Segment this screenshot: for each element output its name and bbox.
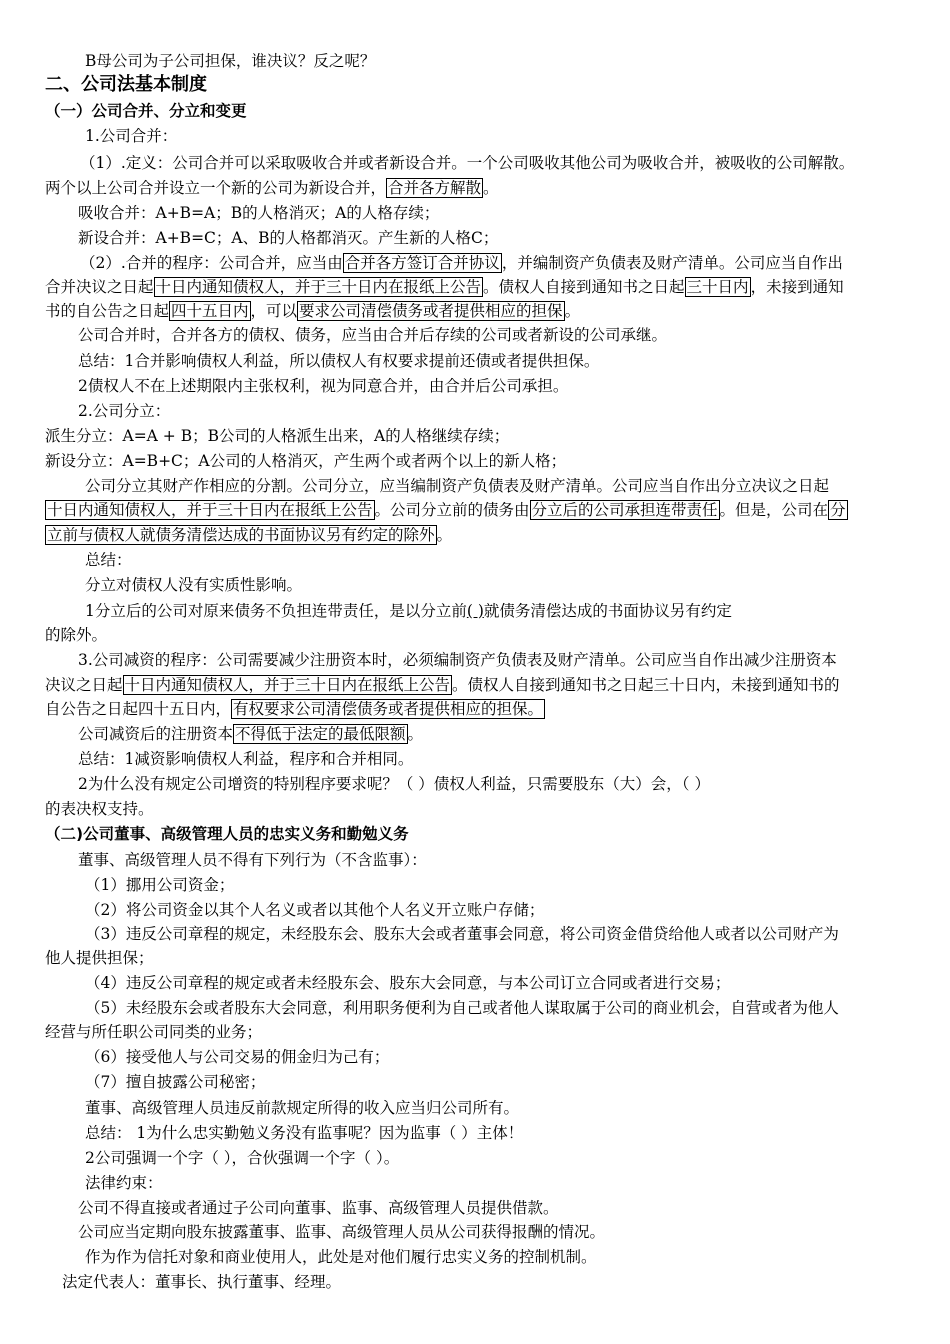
text-segment: 1.公司合并：	[85, 127, 178, 145]
text-segment: 2公司强调一个字（ ），合伙强调一个字（ ）。	[85, 1149, 400, 1167]
text-line	[85, 50, 375, 72]
text-segment: 分立对债权人没有实质性影响。	[85, 576, 303, 594]
text-segment: 董事、高级管理人员不得有下列行为（不含监事）：	[78, 851, 427, 869]
boxed-emphasis: 分立后的公司承担连带责任	[531, 501, 718, 519]
text-segment: 。	[564, 302, 581, 320]
text-line	[45, 698, 545, 720]
text-segment: 公司应当定期向股东披露董事、监事、高级管理人员从公司获得报酬的情况。	[78, 1223, 606, 1241]
text-line	[80, 252, 843, 274]
text-line	[78, 350, 599, 372]
text-segment: 董事、高级管理人员违反前款规定所得的收入应当归公司所有。	[85, 1099, 520, 1117]
text-line	[78, 202, 439, 224]
text-line	[45, 674, 840, 696]
text-line	[45, 499, 848, 521]
text-line	[78, 748, 413, 770]
text-segment: 3.公司减资的程序：公司需要减少注册资本时，必须编制资产负债表及财产清单。公司应当自作出减少注册资本	[78, 651, 837, 669]
text-segment: （一）公司合并、分立和变更	[45, 102, 247, 120]
text-line	[45, 300, 580, 322]
text-segment: （二)公司董事、高级管理人员的忠实义务和勤勉义务	[45, 825, 409, 843]
text-line	[85, 600, 732, 622]
text-line	[45, 177, 499, 199]
text-segment: 合并决议之日起	[45, 278, 154, 296]
text-line	[78, 400, 170, 422]
text-line	[85, 1122, 523, 1144]
text-segment: 就债务清偿达成的书面协议另有约定	[483, 602, 732, 620]
text-segment: （2）.合并的程序：公司合并，应当由	[80, 254, 343, 272]
boxed-emphasis: 要求公司清偿债务或者提供相应的担保	[299, 302, 563, 320]
text-segment: 总结：	[85, 551, 132, 569]
text-segment: 新设分立：A=B+C；A公司的人格消灭，产生两个或者两个以上的新人格；	[45, 452, 567, 470]
text-line	[85, 1246, 597, 1268]
text-line	[78, 375, 568, 397]
text-line	[85, 1046, 389, 1068]
text-line	[85, 874, 234, 896]
text-line	[85, 549, 132, 571]
text-segment: （6）接受他人与公司交易的佣金归为己有；	[85, 1048, 390, 1066]
text-segment: （3）违反公司章程的规定，未经股东会、股东大会或者董事会同意，将公司资金借贷给他人或者以公司财产为	[85, 925, 839, 943]
text-line	[45, 450, 566, 472]
text-segment: 法律约束：	[85, 1174, 163, 1192]
text-segment: 总结： 1为什么忠实勤勉义务没有监事呢？因为监事（ ）主体！	[85, 1124, 524, 1142]
text-line	[78, 1221, 605, 1243]
text-line	[85, 1097, 519, 1119]
text-segment: ，可以	[250, 302, 298, 320]
text-segment: ，并编制资产负债表及财产清单。公司应当自作出	[501, 254, 843, 272]
text-line	[85, 574, 302, 596]
text-segment: 吸收合并：A+B=A；B的人格消灭；A的人格存续；	[78, 204, 440, 222]
text-segment: 总结：1合并影响债权人利益，所以债权人有权要求提前还债或者提供担保。	[78, 352, 600, 370]
text-segment: 新设合并：A+B=C；A、B的人格都消灭。产生新的人格C；	[78, 229, 499, 247]
text-segment: 他人提供担保；	[45, 949, 154, 967]
text-line	[45, 624, 107, 646]
text-segment: 。	[407, 725, 424, 743]
text-line	[78, 324, 667, 346]
boxed-emphasis: 十日内通知债权人，并于三十日内在报纸上公告	[124, 676, 451, 694]
text-segment: 派生分立：A=A + B；B公司的人格派生出来，A的人格继续存续；	[45, 427, 510, 445]
text-segment: （1）挪用公司资金；	[85, 876, 235, 894]
text-line	[62, 1271, 341, 1293]
text-line	[85, 475, 829, 497]
text-line	[78, 1197, 559, 1219]
text-segment: 二、公司法基本制度	[45, 74, 207, 95]
subsection-heading	[45, 823, 409, 845]
text-line	[45, 524, 452, 546]
text-line	[85, 899, 544, 921]
text-line	[45, 276, 844, 298]
text-segment: 公司不得直接或者通过子公司向董事、监事、高级管理人员提供借款。	[78, 1199, 559, 1217]
text-line	[78, 773, 710, 795]
text-segment: 的表决权支持。	[45, 800, 154, 818]
text-segment: 公司减资后的注册资本	[78, 725, 234, 743]
text-line	[85, 1147, 399, 1169]
boxed-emphasis: 分	[830, 501, 846, 519]
text-line	[85, 972, 730, 994]
text-segment: （5）未经股东会或者股东大会同意，利用职务便利为自己或者他人谋取属于公司的商业机会，自营或者为他人	[85, 999, 839, 1017]
text-segment: 。债权人自接到通知书之日起	[483, 278, 685, 296]
text-segment: 自公告之日起四十五日内，	[45, 700, 232, 718]
section-heading	[45, 74, 207, 96]
boxed-emphasis: 十日内通知债权人，并于三十日内在报纸上公告	[155, 278, 482, 296]
text-line	[85, 923, 839, 945]
text-segment: ，未接到通知	[750, 278, 844, 296]
text-segment: 决议之日起	[45, 676, 123, 694]
text-line	[85, 997, 839, 1019]
text-segment: 2债权人不在上述期限内主张权利，视为同意合并，由合并后公司承担。	[78, 377, 569, 395]
boxed-emphasis: 四十五日内	[171, 302, 249, 320]
text-line	[45, 1021, 262, 1043]
text-segment: 。但是，公司在	[719, 501, 829, 519]
boxed-emphasis: 不得低于法定的最低限额	[235, 725, 406, 743]
text-segment: 2为什么没有规定公司增资的特别程序要求呢？（ ）债权人利益，只需要股东（大）会，（ ）	[78, 775, 710, 793]
text-segment: （7）擅自披露公司秘密；	[85, 1073, 266, 1091]
text-line	[45, 798, 154, 820]
text-segment: 作为作为信托对象和商业使用人，此处是对他们履行忠实义务的控制机制。	[85, 1248, 597, 1266]
text-line	[45, 947, 154, 969]
text-segment: 两个以上公司合并设立一个新的公司为新设合并，	[45, 179, 387, 197]
boxed-emphasis: 立前与债权人就债务清偿达成的书面协议另有约定的除外	[47, 526, 435, 544]
boxed-emphasis: 有权要求公司清偿债务或者提供相应的担保。	[233, 700, 544, 718]
boxed-emphasis: 三十日内	[686, 278, 749, 296]
boxed-emphasis: 十日内通知债权人，并于三十日内在报纸上公告	[47, 501, 373, 519]
text-segment: B母公司为子公司担保，谁决议？反之呢？	[85, 52, 376, 70]
text-segment: 。债权人自接到通知书之日起三十日内，未接到通知书的	[452, 676, 840, 694]
text-segment: 。	[483, 179, 499, 197]
subsection-heading	[45, 100, 247, 122]
text-segment: （2）将公司资金以其个人名义或者以其他个人名义开立账户存储；	[85, 901, 545, 919]
text-segment: 法定代表人：董事长、执行董事、经理。	[62, 1273, 342, 1291]
text-segment: 公司合并时，合并各方的债权、债务，应当由合并后存续的公司或者新设的公司承继。	[78, 326, 668, 344]
text-segment: 公司分立其财产作相应的分割。公司分立，应当编制资产负债表及财产清单。公司应当自作出分立决议之日起	[85, 477, 830, 495]
text-segment: 的除外。	[45, 626, 108, 644]
text-segment: 1分立后的公司对原来债务不负担连带责任，是以分立前	[85, 602, 467, 620]
text-segment: 总结：1减资影响债权人利益，程序和合并相同。	[78, 750, 414, 768]
text-segment: 2.公司分立：	[78, 402, 171, 420]
fill-in-blank: ( )	[466, 602, 484, 620]
text-line	[45, 425, 509, 447]
text-line	[85, 125, 177, 147]
text-segment: 。	[436, 526, 453, 544]
text-line	[78, 227, 498, 249]
text-line	[78, 723, 423, 745]
text-line	[85, 1172, 163, 1194]
text-line	[78, 649, 837, 671]
text-line	[85, 1071, 265, 1093]
text-segment: （4）违反公司章程的规定或者未经股东会、股东大会同意，与本公司订立合同或者进行交易；	[85, 974, 731, 992]
text-segment: 经营与所任职公司同类的业务；	[45, 1023, 263, 1041]
boxed-emphasis: 合并各方解散	[388, 179, 482, 197]
text-segment: 。公司分立前的债务由	[374, 501, 530, 519]
text-segment: （1）.定义：公司合并可以采取吸收合并或者新设合并。一个公司吸收其他公司为吸收合并，被吸收的公司解散。	[80, 154, 855, 172]
text-line	[78, 849, 427, 871]
text-segment: 书的自公告之日起	[45, 302, 170, 320]
text-line	[80, 152, 854, 174]
boxed-emphasis: 合并各方签订合并协议	[344, 254, 500, 272]
